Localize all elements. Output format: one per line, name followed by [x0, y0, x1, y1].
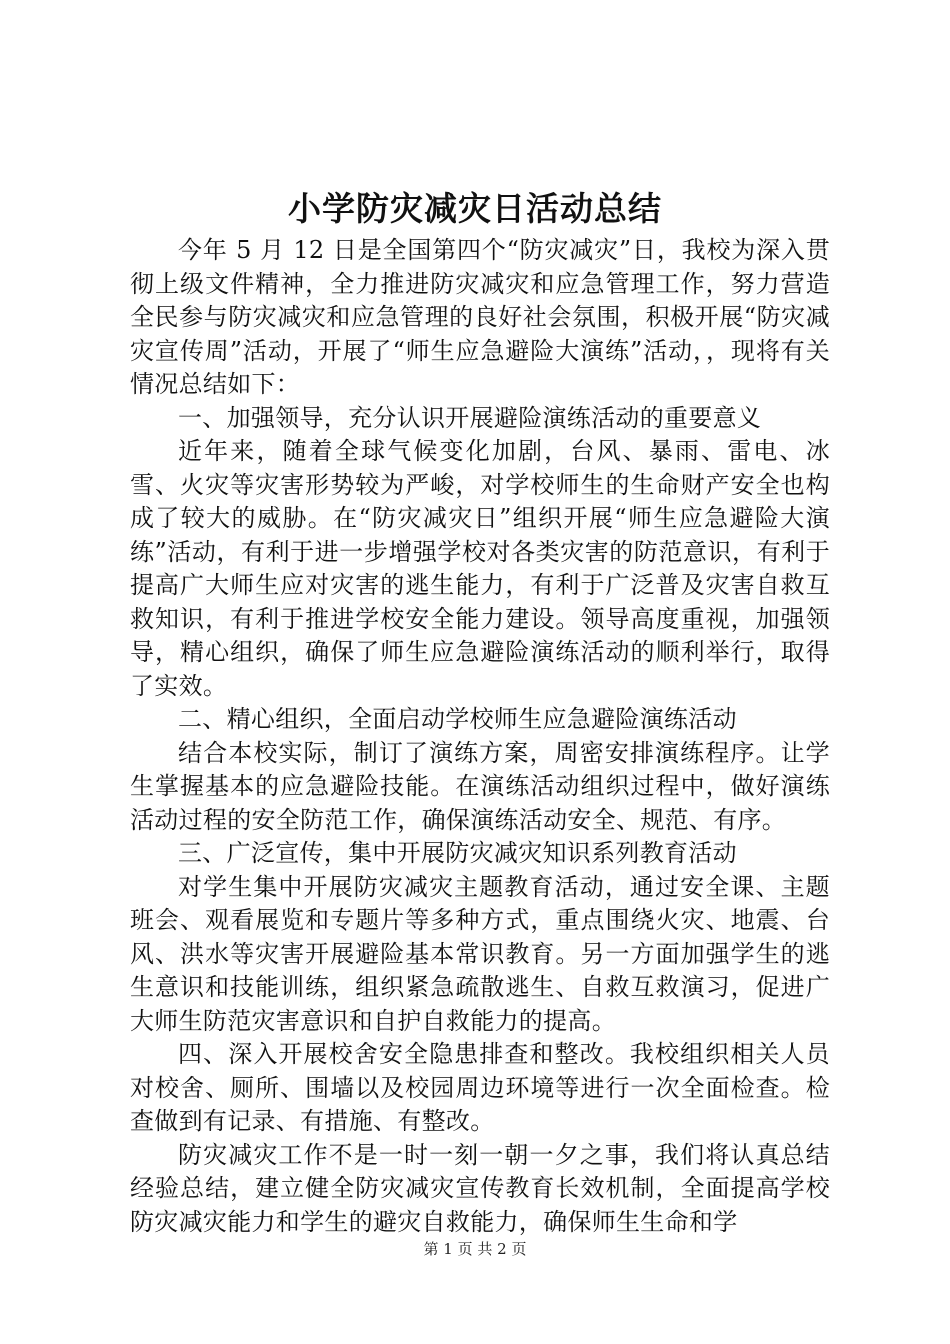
section-heading-1: 一、加强领导，充分认识开展避险演练活动的重要意义	[178, 403, 762, 432]
paragraph-conclusion: 防灾减灾工作不是一时一刻一朝一夕之事，我们将认真总结经验总结，建立健全防灾减灾宣传教育长效机制，全面提高学校防灾减灾能力和学生的避灾自救能力，确保师生生命和学	[130, 1140, 830, 1236]
paragraph-intro: 今年 5 月 12 日是全国第四个“防灾减灾”日，我校为深入贯彻上级文件精神，全力推进防灾减灾和应急管理工作，努力营造全民参与防灾减灾和应急管理的良好社会氛围，积极开展“防灾减灾宣传周”活动，开展了“师生应急避险大演练”活动，，现将有关情况总结如下：	[130, 236, 830, 398]
document-title: 小学防灾减灾日活动总结	[288, 189, 662, 228]
page-number-footer: 第 1 页 共 2 页	[423, 1240, 527, 1258]
paragraph-section-2: 结合本校实际，制订了演练方案，周密安排演练程序。让学生掌握基本的应急避险技能。在演练活动组织过程中，做好演练活动过程的安全防范工作，确保演练活动安全、规范、有序。	[130, 738, 830, 834]
paragraph-section-4: 四、深入开展校舍安全隐患排查和整改。我校组织相关人员对校舍、厕所、围墙以及校园周边环境等进行一次全面检查。检查做到有记录、有措施、有整改。	[130, 1040, 830, 1135]
paragraph-section-3: 对学生集中开展防灾减灾主题教育活动，通过安全课、主题班会、观看展览和专题片等多种方式，重点围绕火灾、地震、台风、洪水等灾害开展避险基本常识教育。另一方面加强学生的逃生意识和技能训练，组织紧急疏散逃生、自救互救演习，促进广大师生防范灾害意识和自护自救能力的提高。	[130, 872, 830, 1035]
document-body	[130, 234, 830, 1239]
section-heading-3: 三、广泛宣传，集中开展防灾减灾知识系列教育活动	[178, 839, 737, 867]
paragraph-section-1: 近年来，随着全球气候变化加剧，台风、暴雨、雷电、冰雪、火灾等灾害形势较为严峻，对学校师生的生命财产安全也构成了较大的威胁。在“防灾减灾日”组织开展“师生应急避险大演练”活动，有利于进一步增强学校对各类灾害的防范意识，有利于提高广大师生应对灾害的逃生能力，有利于广泛普及灾害自救互救知识，有利于推进学校安全能力建设。领导高度重视，加强领导，精心组织，确保了师生应急避险演练活动的顺利举行，取得了实效。	[130, 437, 830, 700]
section-heading-2: 二、精心组织，全面启动学校师生应急避险演练活动	[178, 705, 737, 733]
